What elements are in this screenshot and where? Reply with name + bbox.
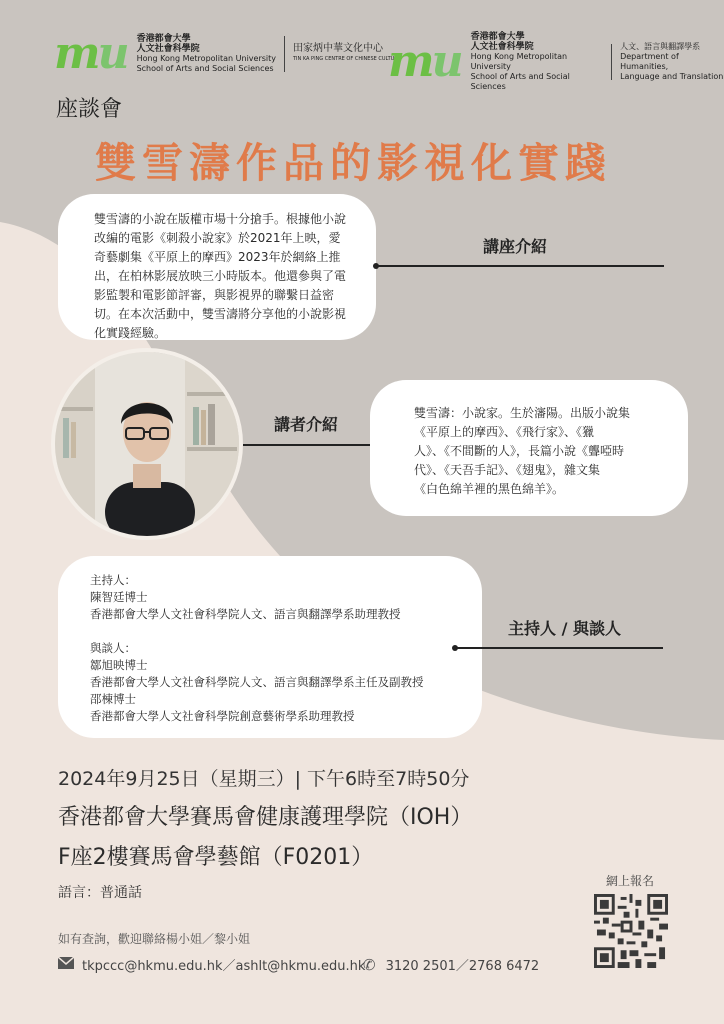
intro-line: 切。在本次活動中，雙雪濤將分享他的小說影視 — [94, 307, 347, 321]
speaker-photo — [51, 348, 243, 540]
logo-zh-name: 香港都會大學 — [470, 32, 525, 42]
speaker-line: 人》、《不間斷的人》，長篇小說《聾啞時 — [414, 444, 625, 458]
event-date-time: 2024年9月25日（星期三）| 下午6時至7時50分 — [58, 768, 470, 790]
partner-zh: 田家炳中華文化中心 — [293, 43, 383, 54]
hosts-line — [90, 623, 472, 640]
intro-line: 化實踐經驗。 — [94, 326, 167, 340]
connector-line — [455, 647, 663, 649]
intro-line: 改編的電影《刺殺小說家》於2021年上映，愛 — [94, 231, 341, 245]
logo-separator — [284, 36, 285, 72]
university-logo-right — [388, 32, 724, 92]
logo-zh-school: 人文社會科學院 — [470, 42, 534, 52]
speaker-line: 代》、《天吾手記》、《翅鬼》，雜文集 — [414, 463, 601, 477]
hosts-line: 香港都會大學人文社會科學院人文、語言與翻譯學系主任及副教授 — [90, 675, 424, 689]
phone-contact[interactable] — [363, 955, 539, 974]
hosts-line: 主持人： — [90, 573, 136, 587]
connector-line — [376, 265, 664, 267]
event-type: 座談會 — [56, 97, 123, 122]
partner-en-line2: Language and Translation — [620, 72, 724, 81]
speaker-line: 《白色綿羊裡的黑色綿羊》。 — [414, 482, 565, 496]
email-text[interactable]: tkpccc@hkmu.edu.hk／ashlt@hkmu.edu.hk — [82, 959, 366, 974]
intro-label: 講座介紹 — [483, 237, 548, 256]
university-logo-left — [54, 28, 401, 79]
hkmu-logo-mark: mu — [388, 36, 461, 87]
intro-line: 雙雪濤的小說在版權市場十分搶手。根據他小說 — [94, 212, 347, 226]
logo-en-line1: Hong Kong Metropolitan University — [470, 52, 568, 71]
hosts-line: 香港都會大學人文社會科學院創意藝術學系助理教授 — [90, 709, 355, 723]
qr-code[interactable] — [594, 894, 668, 968]
logo-en-line1: Hong Kong Metropolitan University — [136, 54, 276, 63]
hosts-line: 邵棟博士 — [90, 692, 136, 706]
logo-en-line2: School of Arts and Social Sciences — [136, 64, 274, 73]
phone-text[interactable]: 3120 2501／2768 6472 — [385, 959, 540, 974]
page-title: 雙雪濤作品的影視化實踐 — [95, 139, 612, 187]
hkmu-logo-mark: mu — [54, 28, 127, 79]
partner-en: TIN KA PING CENTRE OF CHINESE CULTURE — [293, 56, 401, 62]
speaker-line: 雙雪濤：小說家。生於瀋陽。出版小說集 — [414, 406, 631, 420]
intro-card — [58, 194, 376, 340]
hosts-line: 陳智廷博士 — [90, 590, 148, 604]
intro-line: 出，在柏林影展放映三小時版本。他還參與了電 — [94, 269, 347, 283]
speaker-label: 講者介紹 — [274, 415, 339, 434]
hosts-label: 主持人 / 與談人 — [508, 619, 621, 638]
intro-line: 奇藝劇集《平原上的摩西》2023年於網絡上推 — [94, 250, 341, 264]
partner-zh: 人文、語言與翻譯學系 — [620, 42, 701, 51]
register-label: 網上報名 — [606, 874, 655, 888]
hosts-line: 與談人： — [90, 641, 136, 655]
logo-separator — [611, 44, 612, 80]
logo-zh-school: 人文社會科學院 — [136, 44, 200, 54]
logo-zh-name: 香港都會大學 — [136, 34, 191, 44]
speaker-line: 《平原上的摩西》、《飛行家》、《獵 — [414, 425, 595, 439]
venue-line2: F座2樓賽馬會學藝館（F0201） — [58, 845, 374, 870]
hosts-line: 鄒旭映博士 — [90, 658, 148, 672]
hosts-line: 香港都會大學人文社會科學院人文、語言與翻譯學系助理教授 — [90, 607, 401, 621]
language: 語言：普通話 — [58, 885, 142, 901]
venue-line1: 香港都會大學賽馬會健康護理學院（IOH） — [58, 805, 473, 830]
mail-icon — [58, 957, 74, 973]
partner-en-line1: Department of Humanities, — [620, 52, 679, 71]
enquiry-text: 如有查詢，歡迎聯絡楊小姐／黎小姐 — [58, 932, 251, 946]
intro-line: 影監製和電影節評審，與影視界的聯繫日益密 — [94, 288, 335, 302]
speaker-card — [370, 380, 688, 516]
connector-line — [243, 444, 371, 446]
logo-en-line2: School of Arts and Social Sciences — [470, 72, 570, 91]
hosts-card — [58, 556, 482, 738]
phone-icon: ✆ — [363, 955, 376, 974]
email-contact[interactable] — [58, 955, 365, 974]
